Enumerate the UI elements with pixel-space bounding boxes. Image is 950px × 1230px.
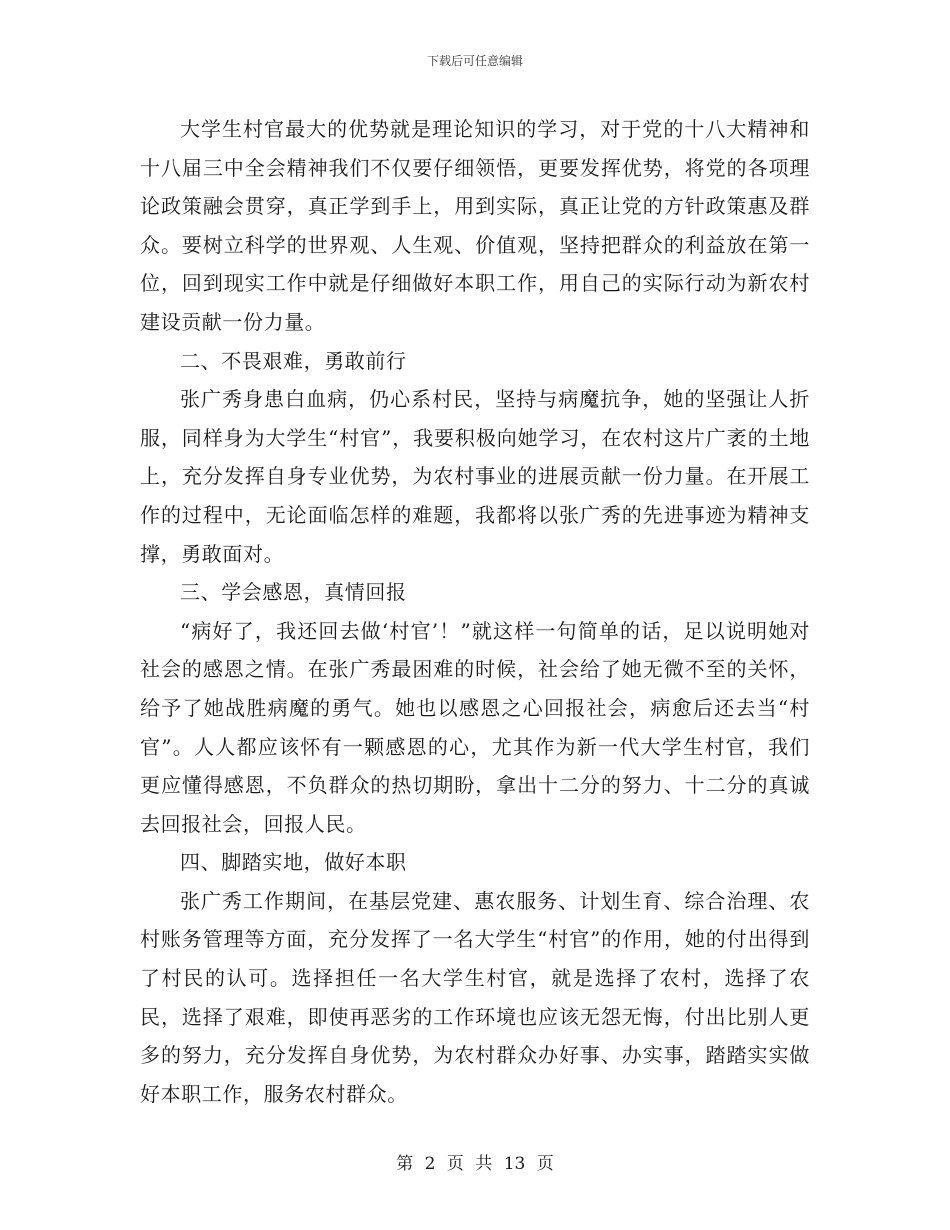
paragraph-courage: 张广秀身患白血病，仍心系村民，坚持与病魔抗争，她的坚强让人折服，同样身为大学生“村官”，我要积极向她学习，在农村这片广袤的土地上，充分发挥自身专业优势，为农村事业的进展贡献一份力量。在开展工作的过程中，无论面临怎样的难题，我都将以张广秀的先进事迹为精神支撑，勇敢面对。 xyxy=(140,387,810,566)
section-heading-3: 三、学会感恩，真情回报 xyxy=(180,580,407,605)
paragraph-theory-study: 大学生村官最大的优势就是理论知识的学习，对于党的十八大精神和十八届三中全会精神我们不仅要仔细领悟，更要发挥优势，将党的各项理论政策融会贯穿，真正学到手上，用到实际，真正让党的方针政策惠及群众。要树立科学的世界观、人生观、价值观，坚持把群众的利益放在第一位，回到现实工作中就是仔细做好本职工作，用自己的实际行动为新农村建设贡献一份力量。 xyxy=(140,117,810,334)
document-body xyxy=(140,110,810,1113)
section-heading-4: 四、脚踏实地，做好本职 xyxy=(180,850,407,875)
page-header: 下载后可任意编辑 xyxy=(426,54,523,68)
paragraph-duty: 张广秀工作期间，在基层党建、惠农服务、计划生育、综合治理、农村账务管理等方面，充分发挥了一名大学生“村官”的作用，她的付出得到了村民的认可。选择担任一名大学生村官，就是选择了农村，选择了农民，选择了艰难，即使再恶劣的工作环境也应该无怨无悔，付出比别人更多的努力，充分发挥自身优势，为农村群众办好事、办实事，踏踏实实做好本职工作，服务农村群众。 xyxy=(140,888,810,1106)
section-heading-2: 二、不畏艰难，勇敢前行 xyxy=(180,348,407,373)
page-number-footer: 第 2 页 共 13 页 xyxy=(396,1154,554,1174)
paragraph-gratitude: “病好了，我还回去做‘村官’！”就这样一句简单的话，足以说明她对社会的感恩之情。在张广秀最困难的时候，社会给了她无微不至的关怀，给予了她战胜病魔的勇气。她也以感恩之心回报社会，病愈后还去当“村官”。人人都应该怀有一颗感恩的心，尤其作为新一代大学生村官，我们更应懂得感恩，不负群众的热切期盼，拿出十二分的努力、十二分的真诚去回报社会，回报人民。 xyxy=(140,618,810,836)
